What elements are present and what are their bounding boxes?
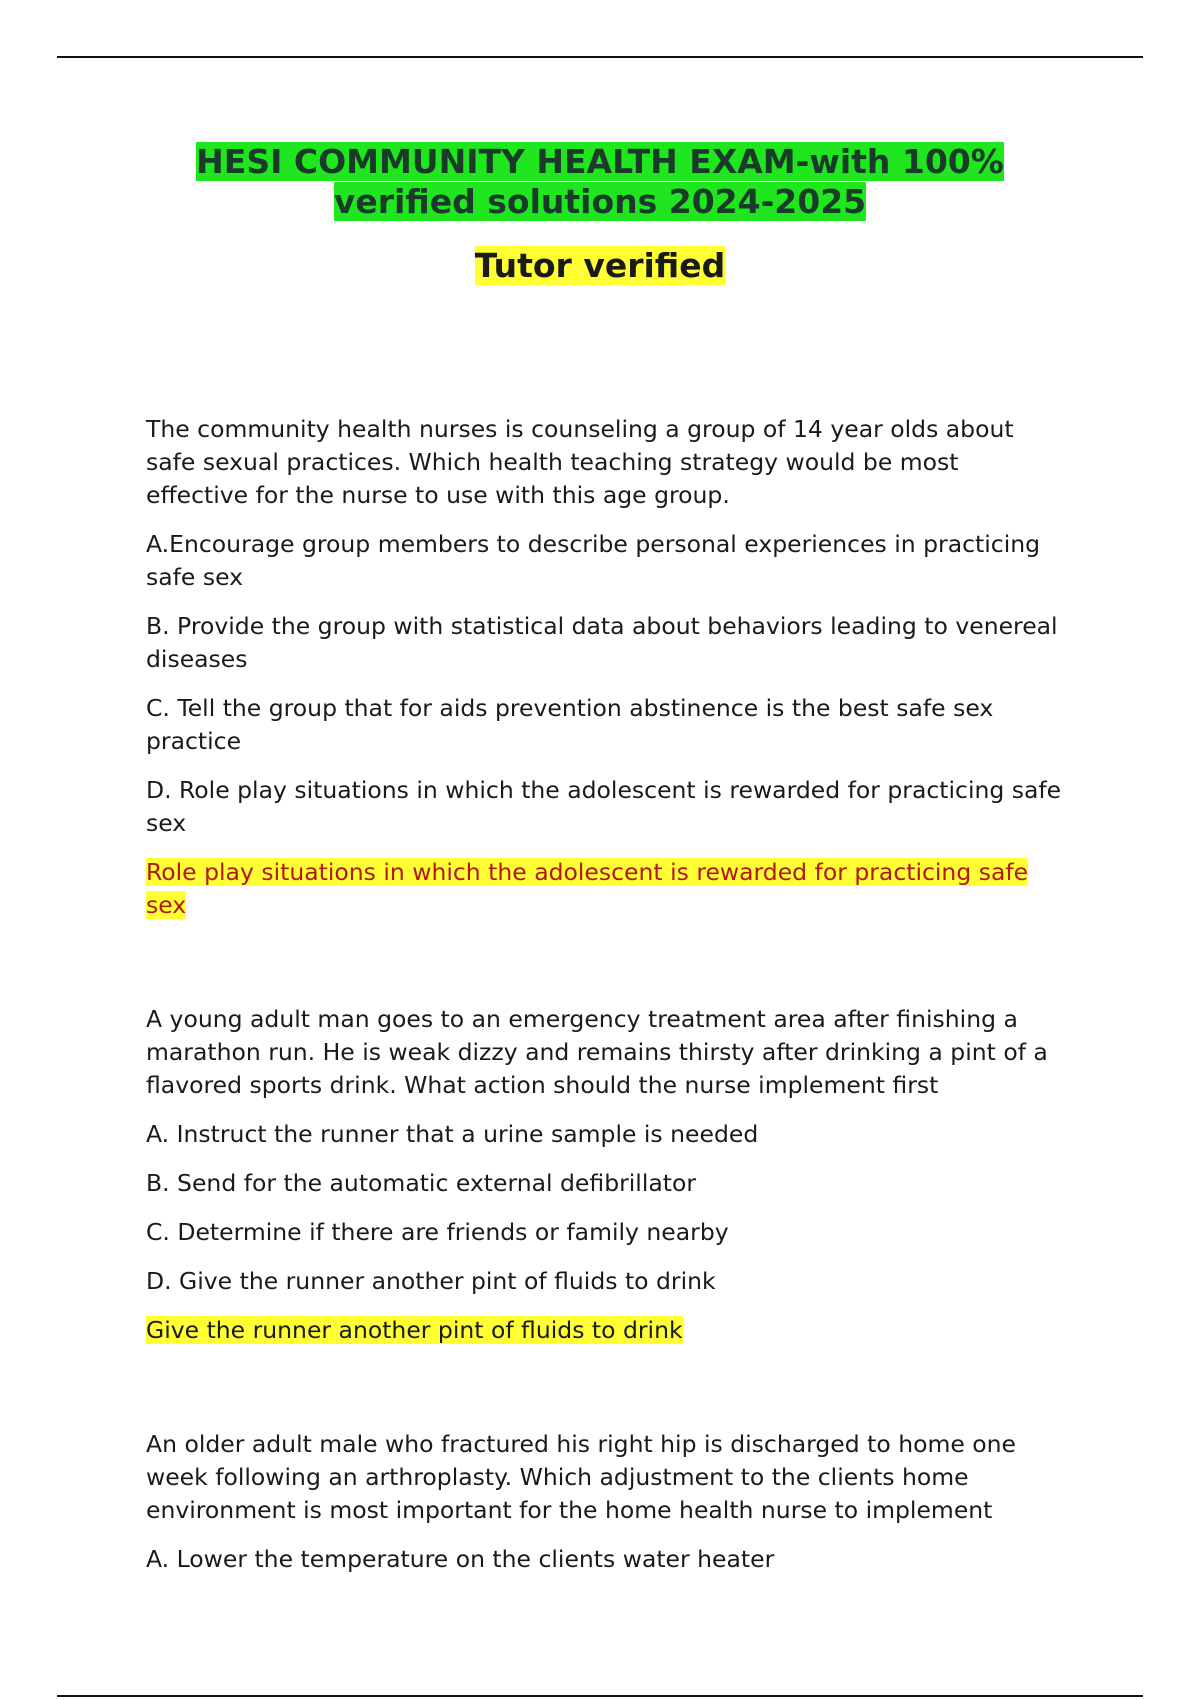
question-spacer — [146, 938, 1066, 1003]
correct-answer-text: Role play situations in which the adolescent is rewarded for practicing safe sex — [146, 858, 1029, 919]
answer-option: D. Role play situations in which the adolescent is rewarded for practicing safe sex — [146, 776, 1062, 837]
answer-option: B. Provide the group with statistical data about behaviors leading to venereal diseases — [146, 612, 1058, 673]
document-title — [0, 142, 1200, 222]
title-line-2: verified solutions 2024-2025 — [333, 182, 867, 221]
correct-answer-text: Give the runner another pint of fluids to drink — [146, 1316, 683, 1344]
top-rule — [57, 56, 1143, 58]
question-stem: A young adult man goes to an emergency treatment area after finishing a marathon run. He is weak dizzy and remains thirsty after drinking a pint of a flavored sports drink. What action should the nurse implement first — [146, 1005, 1048, 1099]
question-spacer — [146, 1363, 1066, 1428]
questions-content — [146, 413, 1066, 1592]
document-subtitle — [0, 246, 1200, 286]
subtitle-text: Tutor verified — [474, 246, 726, 285]
answer-option: A. Lower the temperature on the clients water heater — [146, 1545, 775, 1573]
title-line-1: HESI COMMUNITY HEALTH EXAM-with 100% — [196, 142, 1004, 181]
question-stem: An older adult male who fractured his right hip is discharged to home one week following an arthroplasty. Which adjustment to the clients home environment is most important for the home health nurse to implement — [146, 1430, 1017, 1524]
correct-answer — [146, 856, 1066, 922]
answer-option: C. Determine if there are friends or family nearby — [146, 1218, 729, 1246]
correct-answer — [146, 1314, 1066, 1347]
answer-option: B. Send for the automatic external defibrillator — [146, 1169, 697, 1197]
answer-option: C. Tell the group that for aids prevention abstinence is the best safe sex practice — [146, 694, 994, 755]
answer-option: A. Instruct the runner that a urine sample is needed — [146, 1120, 759, 1148]
question-stem: The community health nurses is counseling a group of 14 year olds about safe sexual practices. Which health teaching strategy would be most effective for the nurse to use with this age group. — [146, 415, 1014, 509]
answer-option: A.Encourage group members to describe personal experiences in practicing safe sex — [146, 530, 1041, 591]
bottom-rule — [57, 1695, 1143, 1697]
title-block — [0, 142, 1200, 286]
answer-option: D. Give the runner another pint of fluids to drink — [146, 1267, 716, 1295]
